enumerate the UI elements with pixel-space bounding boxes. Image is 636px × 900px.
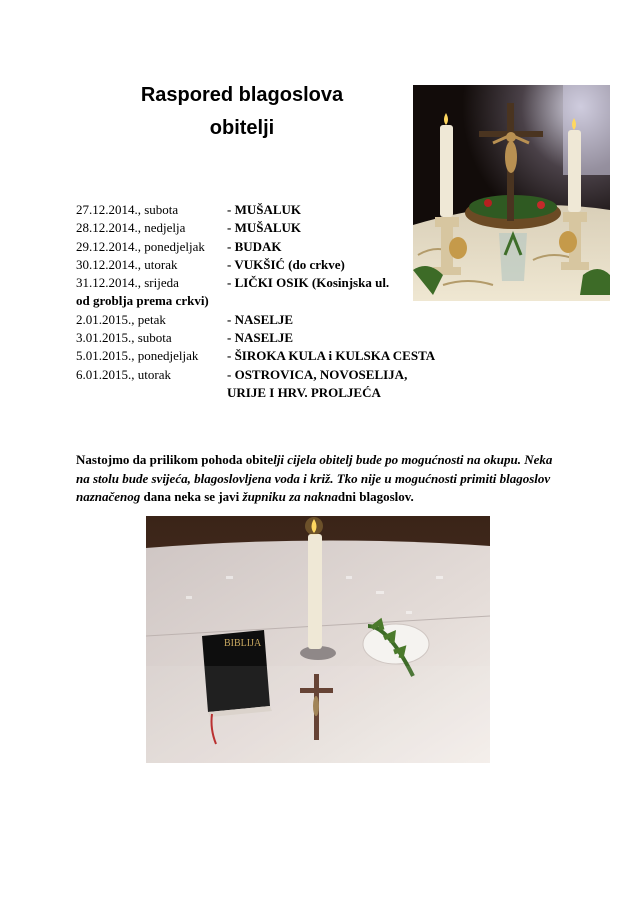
schedule-row <box>76 238 416 256</box>
schedule-place: - LIČKI OSIK (Kosinjska ul. <box>227 275 390 291</box>
schedule-place: - MUŠALUK <box>227 220 302 236</box>
note-part: župniku za nakna <box>242 489 338 504</box>
page-title-line-2: obitelji <box>209 117 275 139</box>
schedule-row <box>76 311 416 329</box>
schedule-row <box>76 329 416 347</box>
schedule-date: 6.01.2015., utorak <box>76 366 171 382</box>
schedule-date: 28.12.2014., nedjelja <box>76 220 186 236</box>
schedule-row <box>76 347 436 365</box>
schedule-row <box>76 219 416 237</box>
note-part: lji cijela obitelj bude po mogućnosti na okupu. Neka na stolu bude svijeća, blagoslovljena voda i križ. Tko nije u mogućnosti primiti blagoslov naznačenog <box>76 452 553 504</box>
schedule-date: 2.01.2015., petak <box>76 311 166 327</box>
bible-cover-title: BIBLIJA <box>224 638 262 649</box>
schedule-date: 3.01.2015., subota <box>76 330 172 346</box>
visit-instructions <box>76 451 566 507</box>
schedule-place: - OSTROVICA, NOVOSELIJA, URIJE I HRV. PROLJEĆA <box>227 366 408 400</box>
schedule-place: - NASELJE <box>227 330 294 346</box>
blessing-table-photo <box>146 516 490 763</box>
schedule-date: 27.12.2014., subota <box>76 202 179 217</box>
schedule-place: - NASELJE <box>227 311 294 327</box>
schedule-row <box>76 366 416 403</box>
schedule-date: 30.12.2014., utorak <box>76 256 178 272</box>
schedule-row <box>76 256 416 274</box>
schedule-place: - MUŠALUK <box>227 202 302 217</box>
schedule-place-continuation: od groblja prema crkvi) <box>76 293 209 309</box>
blessing-schedule <box>76 201 436 402</box>
schedule-place: - BUDAK <box>227 238 282 254</box>
note-part: dni blagoslov. <box>337 489 414 504</box>
note-part: dana neka se javi <box>143 489 243 504</box>
schedule-date: 5.01.2015., ponedjeljak <box>76 348 199 364</box>
crucifix-candles-photo <box>413 85 610 301</box>
schedule-date: 29.12.2014., ponedjeljak <box>76 238 205 254</box>
schedule-place: - VUKŠIĆ (do crkve) <box>227 256 345 272</box>
schedule-row <box>76 201 416 219</box>
page-title-line-1: Raspored blagoslova <box>140 84 344 106</box>
schedule-place: - ŠIROKA KULA i KULSKA CESTA <box>227 348 436 364</box>
schedule-date: 31.12.2014., srijeda <box>76 275 179 291</box>
note-part: Nastojmo da prilikom pohoda obite <box>76 452 274 467</box>
schedule-row <box>76 274 416 311</box>
